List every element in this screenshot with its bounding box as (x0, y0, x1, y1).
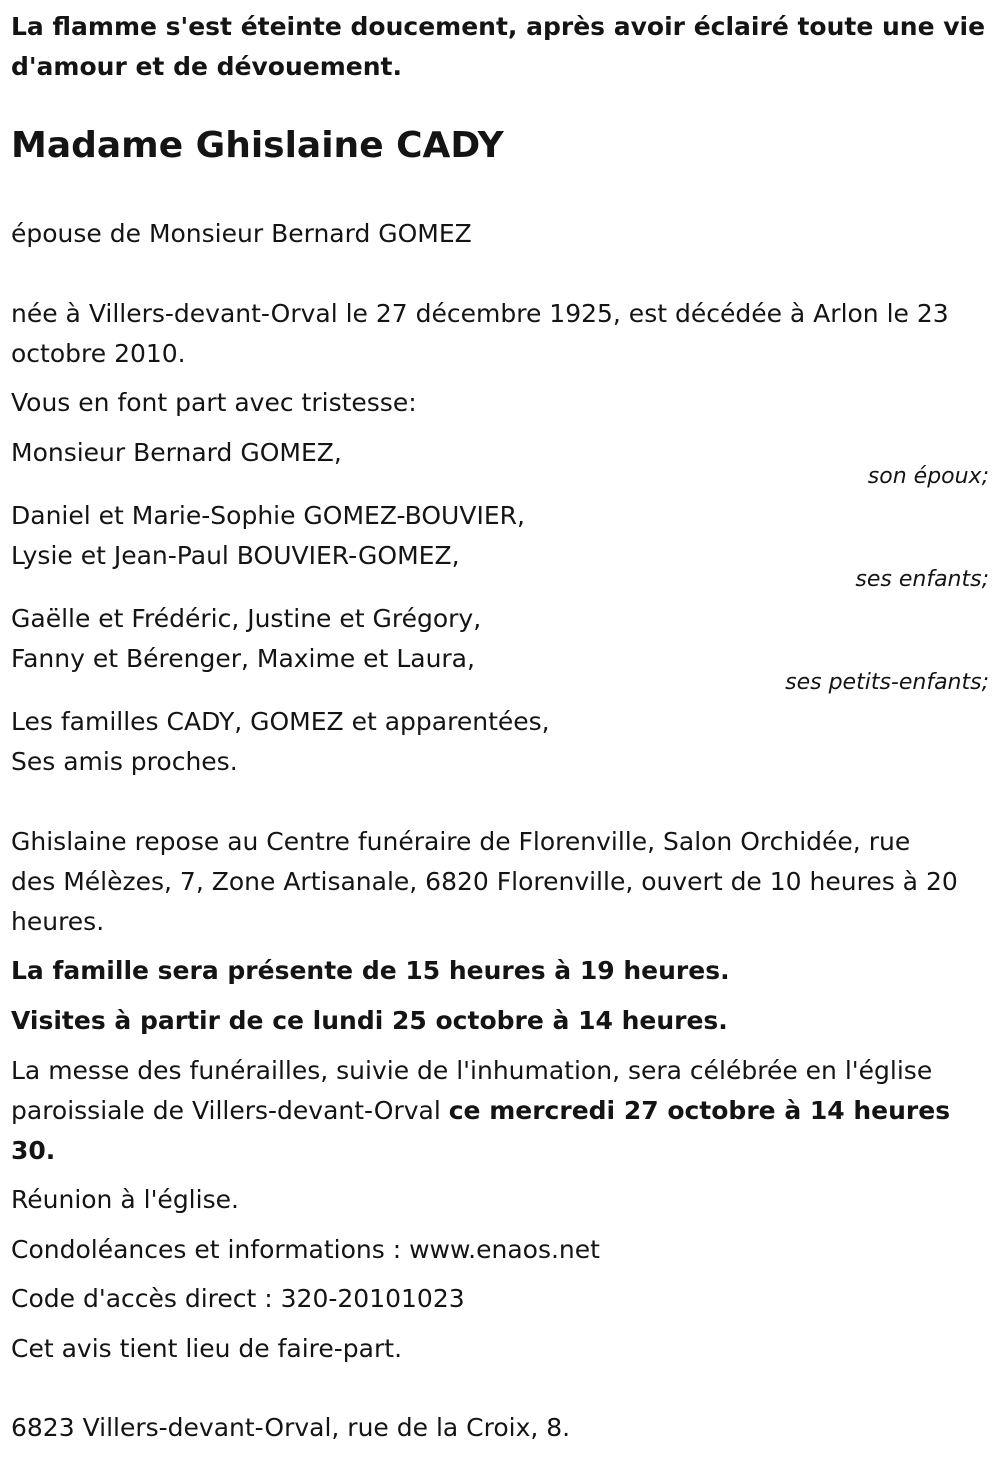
intro-line-2: d'amour et de dévouement. (11, 52, 402, 81)
reunion: Réunion à l'église. (11, 1185, 239, 1214)
rests-line-2: des Mélèzes, 7, Zone Artisanale, 6820 Florenville, ouvert de 10 heures à 20 (11, 867, 958, 896)
mass-line-2-plain: paroissiale de Villers-devant-Orval (11, 1096, 449, 1125)
birth-death-line-1: née à Villers-devant-Orval le 27 décembre 1925, est décédée à Arlon le 23 (11, 299, 949, 328)
family-relation: son époux; (867, 464, 989, 489)
family-name: Monsieur Bernard GOMEZ, (11, 438, 342, 467)
mass-line-1: La messe des funérailles, suivie de l'inhumation, sera célébrée en l'église (11, 1056, 933, 1085)
rests-line-1: Ghislaine repose au Centre funéraire de Florenville, Salon Orchidée, rue (11, 827, 911, 856)
deceased-name: Madame Ghislaine CADY (11, 125, 504, 166)
mass-line-2 (11, 1096, 950, 1126)
notice: Cet avis tient lieu de faire-part. (11, 1334, 403, 1363)
family-relation: ses petits-enfants; (785, 670, 989, 695)
other-mourners: Ses amis proches. (11, 747, 238, 776)
family-name: Lysie et Jean-Paul BOUVIER-GOMEZ, (11, 541, 460, 570)
rests-line-3: heures. (11, 907, 105, 936)
family-name: Fanny et Bérenger, Maxime et Laura, (11, 644, 475, 673)
condolences: Condoléances et informations : www.enaos.net (11, 1235, 600, 1264)
family-present: La famille sera présente de 15 heures à 19 heures. (11, 956, 730, 985)
family-name: Gaëlle et Frédéric, Justine et Grégory, (11, 604, 482, 633)
birth-death-line-2: octobre 2010. (11, 339, 186, 368)
spouse-of: épouse de Monsieur Bernard GOMEZ (11, 219, 472, 248)
mass-line-2-bold: ce mercredi 27 octobre à 14 heures (448, 1096, 951, 1125)
intro-line-1: La flamme s'est éteinte doucement, après avoir éclairé toute une vie (11, 12, 986, 41)
family-name: Daniel et Marie-Sophie GOMEZ-BOUVIER, (11, 501, 525, 530)
address: 6823 Villers-devant-Orval, rue de la Croix, 8. (11, 1413, 571, 1442)
other-mourners: Les familles CADY, GOMEZ et apparentées, (11, 707, 550, 736)
family-relation: ses enfants; (855, 567, 989, 592)
access-code: Code d'accès direct : 320-20101023 (11, 1284, 465, 1313)
mass-line-3: 30. (11, 1136, 56, 1165)
visits: Visites à partir de ce lundi 25 octobre à 14 heures. (11, 1006, 728, 1035)
announcement: Vous en font part avec tristesse: (11, 388, 417, 417)
